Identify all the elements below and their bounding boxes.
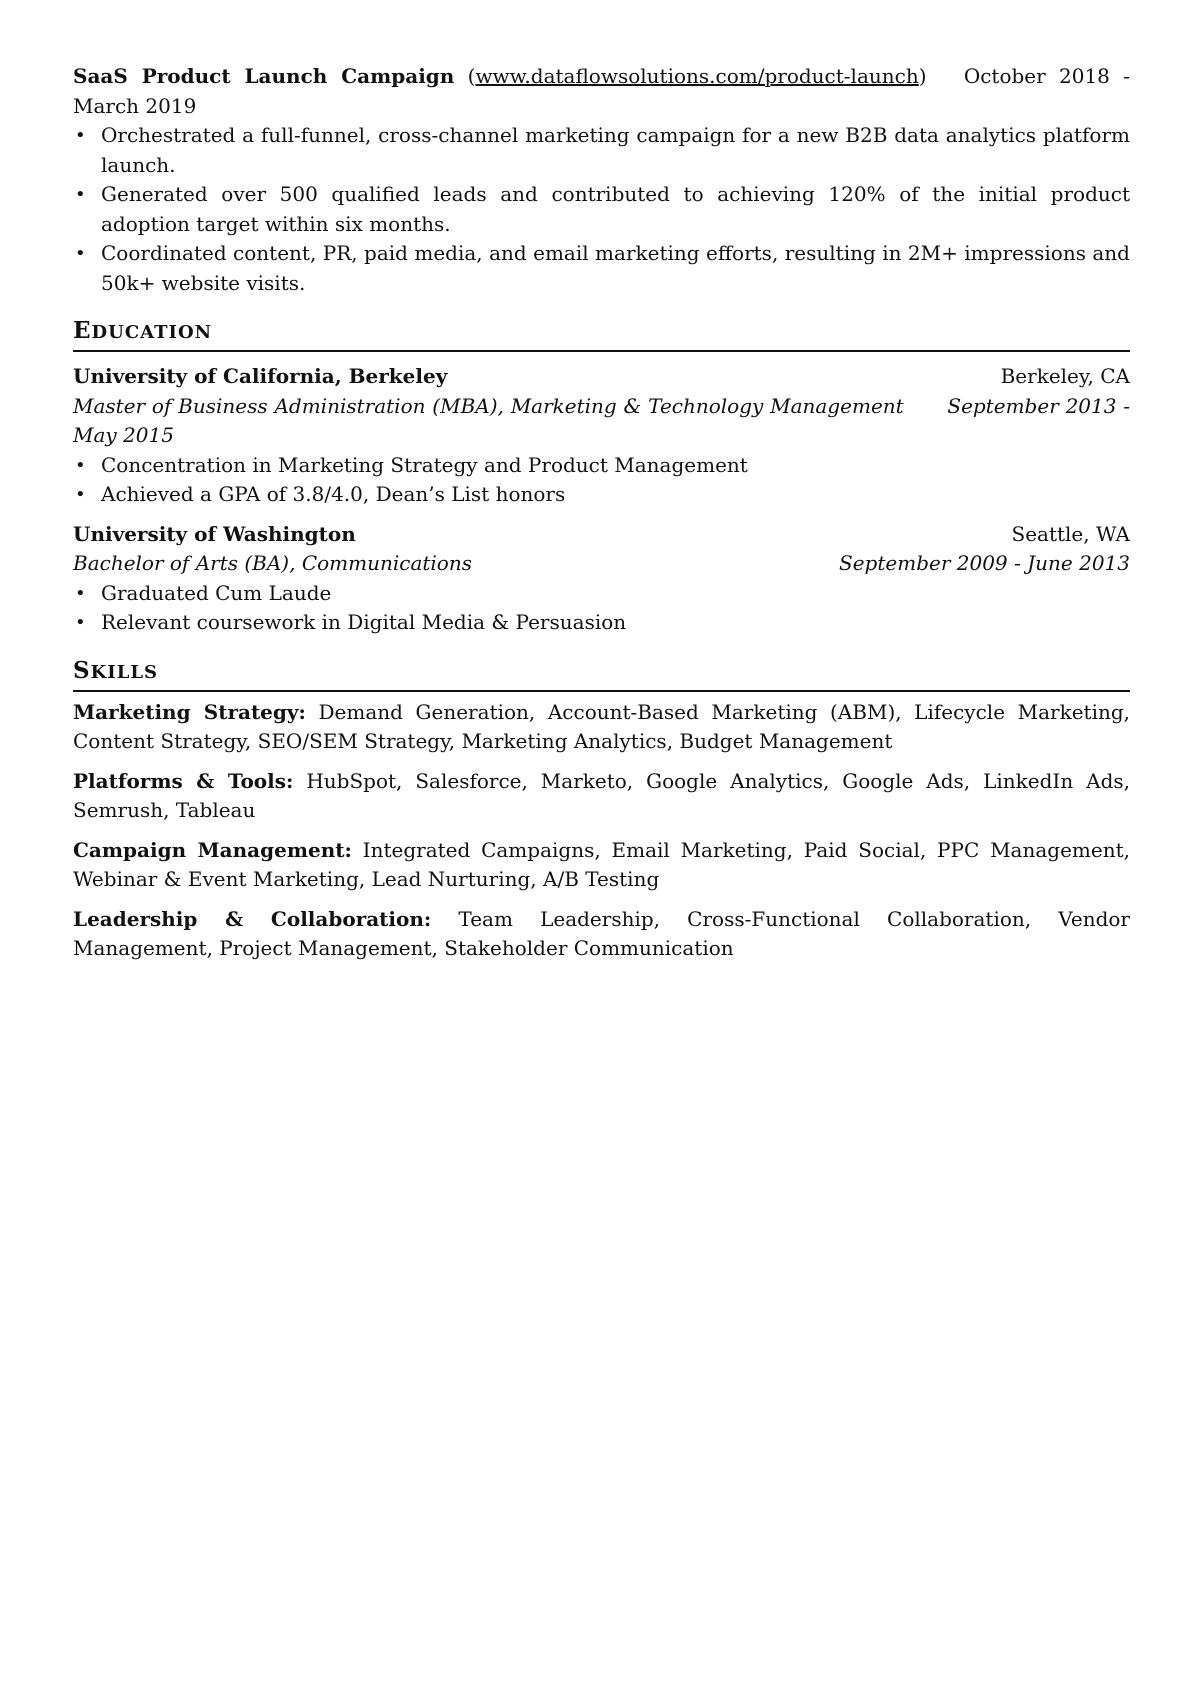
school-location: Seattle, WA xyxy=(1011,521,1130,546)
education-heading-initial: E xyxy=(73,317,92,344)
skills-heading xyxy=(73,656,1130,692)
project-title: SaaS Product Launch Campaign xyxy=(73,64,455,88)
resume-page xyxy=(73,62,1130,964)
skill-label: Marketing Strategy: xyxy=(73,699,306,724)
list-item: • Relevant coursework in Digital Media & Persuasion xyxy=(73,608,1130,638)
project-bullets xyxy=(73,121,1130,298)
list-item: • Coordinated content, PR, paid media, and email marketing efforts, resulting in 2M+ impressions and 50k+ website visits. xyxy=(73,239,1130,298)
education-heading xyxy=(73,316,1130,352)
skill-label: Campaign Management: xyxy=(73,837,352,862)
degree-dates: September 2013 - May 2015 xyxy=(73,393,1131,447)
list-item: • Generated over 500 qualified leads and contributed to achieving 120% of the initial product adoption target within six months. xyxy=(73,180,1130,239)
education-entry-berkeley xyxy=(73,362,1130,510)
skill-group-marketing-strategy xyxy=(73,698,1130,757)
school-location: Berkeley, CA xyxy=(1000,364,1130,388)
degree-title: Master of Business Administration (MBA), Marketing & Technology Management xyxy=(73,393,904,418)
project-entry xyxy=(73,62,1130,298)
list-item: • Achieved a GPA of 3.8/4.0, Dean’s List honors xyxy=(73,480,1130,510)
education-school-row xyxy=(73,520,1130,550)
education-degree-row xyxy=(73,549,1130,579)
skills-list xyxy=(73,698,1130,964)
skills-heading-rest: KILLS xyxy=(90,661,159,683)
skill-group-platforms-tools xyxy=(73,767,1130,826)
education-degree-row xyxy=(73,392,1130,451)
project-link[interactable]: www.dataflowsolutions.com/product-launch xyxy=(475,64,919,88)
degree-title: Bachelor of Arts (BA), Communications xyxy=(73,551,472,575)
education-school-row xyxy=(73,362,1130,392)
skill-values: Demand Generation, Account-Based Marketing (ABM), Lifecycle Marketing, Content Strategy, SEO/SEM Strategy, Marketing Analytics, Budget Management xyxy=(73,699,1131,753)
school-name: University of California, Berkeley xyxy=(73,364,448,388)
list-item: • Graduated Cum Laude xyxy=(73,579,1130,609)
education-entry-washington xyxy=(73,520,1130,638)
skill-label: Platforms & Tools: xyxy=(73,768,294,793)
skill-values: HubSpot, Salesforce, Marketo, Google Analytics, Google Ads, LinkedIn Ads, Semrush, Tableau xyxy=(73,768,1131,822)
project-header: SaaS Product Launch Campaign (www.dataflowsolutions.com/product-launch) October 2018 - March 2019 xyxy=(73,64,1130,118)
skill-label: Leadership & Collaboration: xyxy=(73,906,432,931)
project-date: October 2018 - March 2019 xyxy=(73,64,1130,118)
education-bullets xyxy=(73,579,1130,638)
education-heading-rest: DUCATION xyxy=(91,322,213,343)
skill-values: Integrated Campaigns, Email Marketing, Paid Social, PPC Management, Webinar & Event Marketing, Lead Nurturing, A/B Testing xyxy=(73,837,1130,891)
skill-values: Team Leadership, Cross-Functional Collaboration, Vendor Management, Project Management, Stakeholder Communication xyxy=(73,906,1130,960)
skill-group-leadership-collaboration xyxy=(73,905,1130,964)
education-bullets xyxy=(73,451,1130,510)
school-name: University of Washington xyxy=(73,521,356,546)
list-item: • Orchestrated a full-funnel, cross-channel marketing campaign for a new B2B data analytics platform launch. xyxy=(73,121,1130,180)
skill-group-campaign-management xyxy=(73,836,1130,895)
degree-dates: September 2009 - June 2013 xyxy=(839,551,1130,575)
skills-heading-initial: S xyxy=(73,656,91,684)
list-item: • Concentration in Marketing Strategy and Product Management xyxy=(73,451,1130,481)
